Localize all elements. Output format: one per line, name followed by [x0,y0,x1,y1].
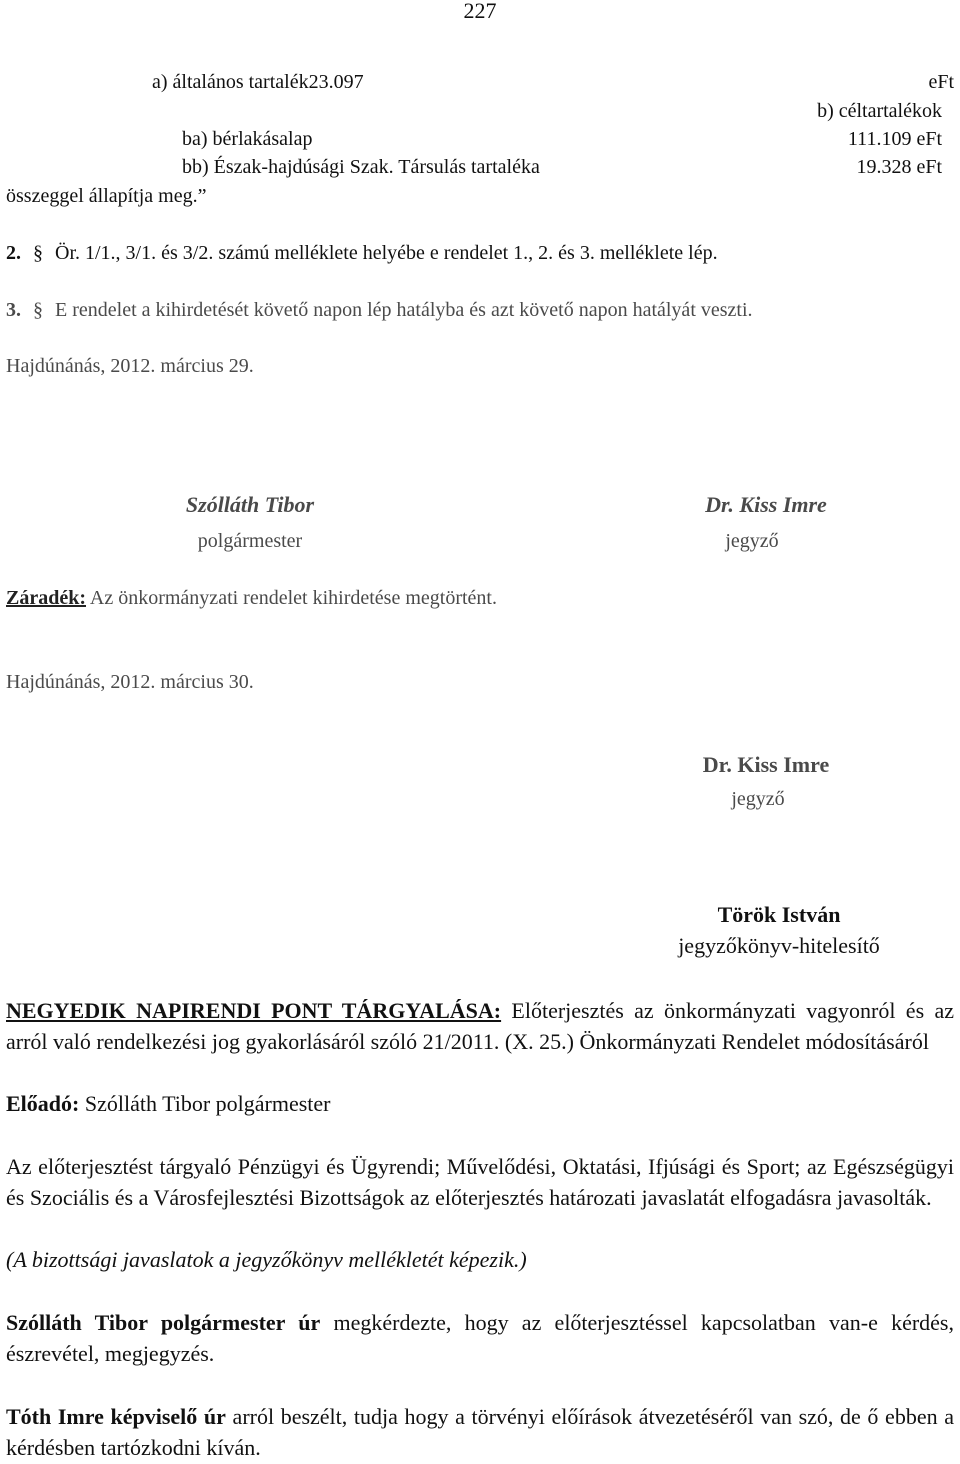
reserve-housing-label: ba) bérlakásalap [182,128,313,150]
authenticator-title: jegyzőkönyv-hitelesítő [678,933,880,958]
reserve-association-amount: 19.328 eFt [856,156,942,178]
agenda-item [6,995,954,1057]
section-3-number: 3. [6,299,21,321]
reserve-general-line: a) általános tartalék23.097 [152,71,364,93]
speech-mayor-text: megkérdezte, hogy az előterjesztéssel kapcsolatban van-e kérdés, észrevétel, megjegyzés. [6,1310,954,1366]
section-2-text: Ör. 1/1., 3/1. és 3/2. számú melléklete helyébe e rendelet 1., 2. és 3. melléklete lép. [55,242,718,264]
reserve-housing-amount: 111.109 eFt [847,128,942,150]
authenticator-name: Török István [717,902,841,927]
reserve-association-label: bb) Észak-hajdúsági Szak. Társulás tartaléka [182,156,540,178]
section-2-symbol: § [33,242,43,264]
notary-title: jegyző [725,530,779,552]
agenda-text: Előterjesztés az önkormányzati vagyonról és az arról való rendelkezési jog gyakorlásáról szóló 21/2011. (X. 25.) Önkormányzati Rendelet módosításáról [6,998,954,1054]
notary-name-2: Dr. Kiss Imre [702,752,830,777]
presenter-label: Előadó: [6,1091,80,1116]
section-3-symbol: § [33,299,43,321]
notary-title-2: jegyző [731,788,785,810]
page-number: 227 [463,0,497,23]
presenter-text: Szólláth Tibor polgármester [79,1091,331,1116]
mayor-title: polgármester [197,530,303,552]
date-signed: Hajdúnánás, 2012. március 29. [6,355,254,377]
section-3-text: E rendelet a kihirdetését követő napon lép hatályba és azt követő napon hatályát veszti. [55,299,753,321]
committee-paragraph: Az előterjesztést tárgyaló Pénzügyi és Ügyrendi; Művelődési, Oktatási, Ifjúsági és Sport; az Egészségügyi és Szociális és a Városfejlesztési Bizottságok az előterjesztés határozati javaslatát elfogadásra javasolták. [6,1154,954,1210]
speech-representative-text: arról beszélt, tudja hogy a törvényi előírások átvezetéséről van szó, de ő ebben a kérdésben tartózkodni kíván. [6,1404,954,1460]
section-2-number: 2. [6,242,21,264]
date-promulgated: Hajdúnánás, 2012. március 30. [6,671,254,693]
reserve-closing-text: összeggel állapítja meg.” [6,185,207,207]
reserve-general-unit: eFt [928,71,954,93]
committee-note: (A bizottsági javaslatok a jegyzőkönyv mellékletét képezik.) [6,1247,527,1272]
clause-label: Záradék: [6,587,86,609]
section-3 [6,300,753,320]
mayor-name: Szólláth Tibor [185,492,315,517]
speech-representative [6,1401,954,1463]
section-2 [6,243,718,263]
clause [6,588,497,608]
speech-representative-speaker: Tóth Imre képviselő úr [6,1404,226,1429]
agenda-heading: NEGYEDIK NAPIRENDI PONT TÁRGYALÁSA: [6,998,502,1023]
speech-mayor [6,1307,954,1369]
notary-name: Dr. Kiss Imre [705,492,827,517]
presenter [6,1088,954,1119]
clause-text: Az önkormányzati rendelet kihirdetése megtörtént. [86,587,497,609]
speech-mayor-speaker: Szólláth Tibor polgármester úr [6,1310,321,1335]
reserve-target-line: b) céltartalékok [817,100,942,122]
